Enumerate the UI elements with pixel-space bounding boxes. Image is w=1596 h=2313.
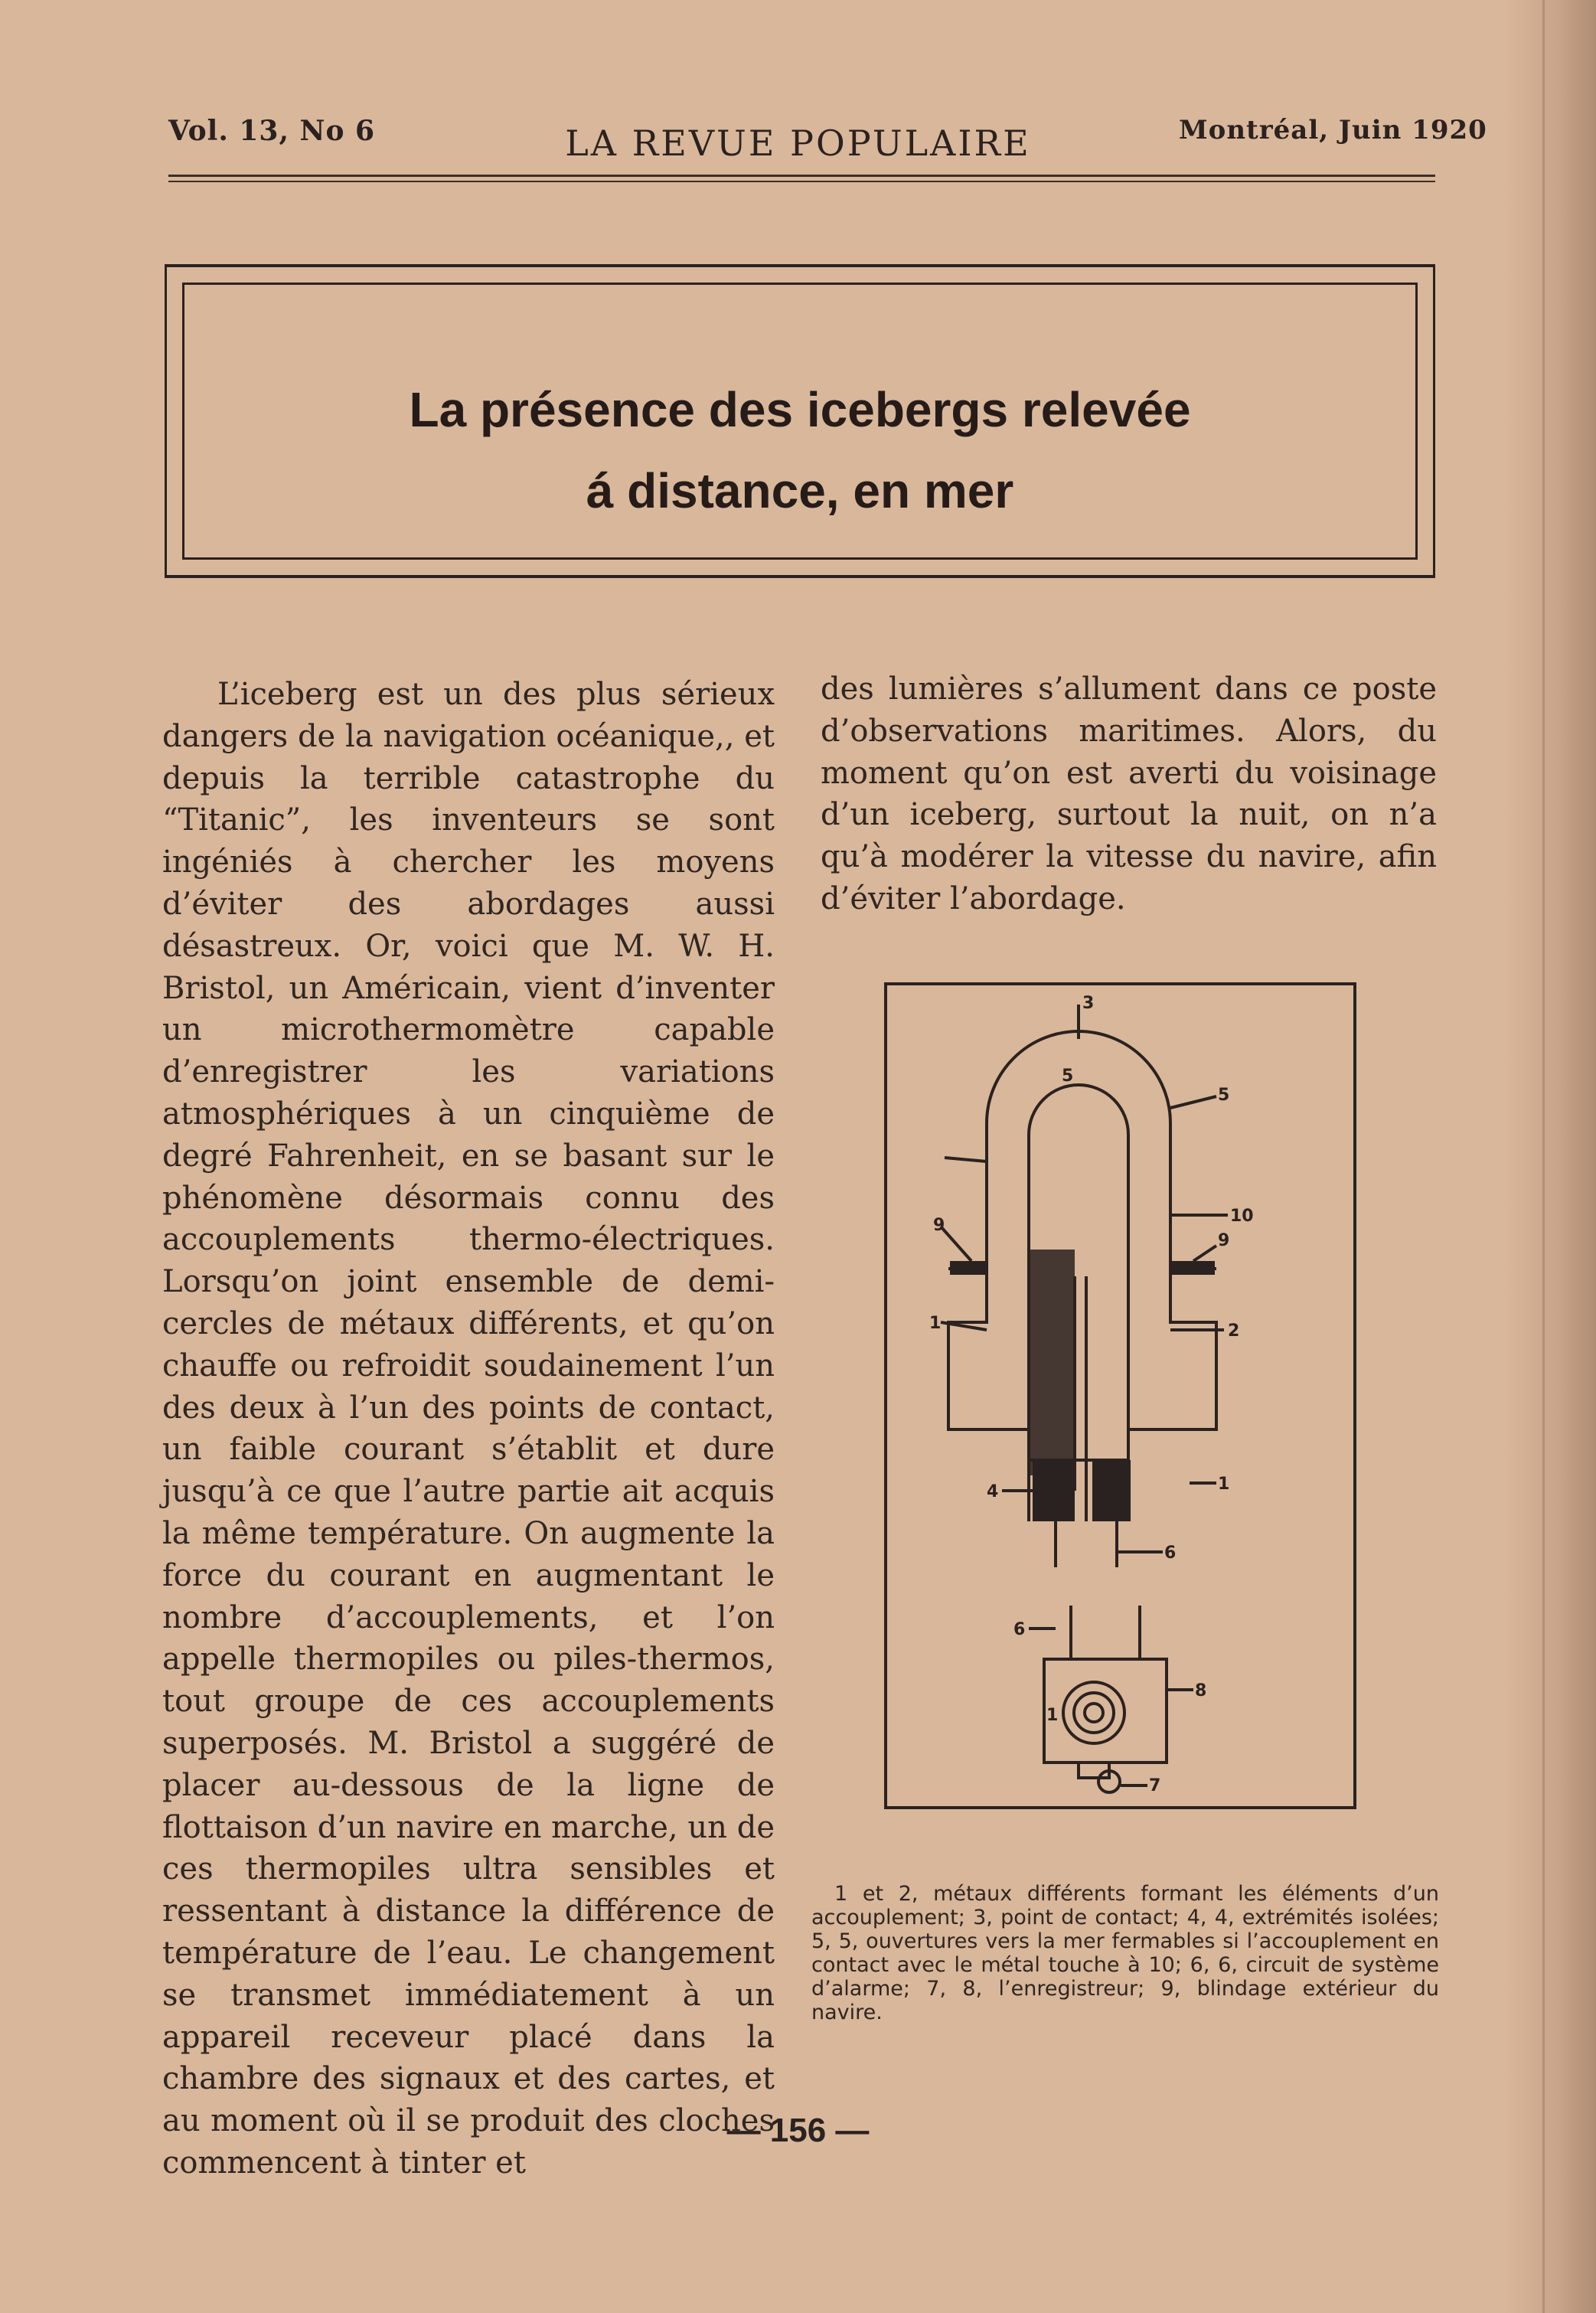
article-title-line2: á distance, en mer [586, 463, 1014, 518]
inner-arch [1029, 1085, 1128, 1246]
recorder-dial-inner [1074, 1693, 1114, 1733]
label-9b: 9 [1218, 1231, 1230, 1250]
label-9a: 9 [933, 1216, 945, 1235]
alarm-circuit [1071, 1606, 1140, 1659]
right-column-paragraph: des lumières s’allument dans ce poste d’observations maritimes. Alors, du moment qu’on est averti du voisinage d’un iceberg, surtout la nuit, on n’a qu’à modérer la vitesse du navire, afin d’éviter l’abordage. [821, 671, 1437, 916]
article-title [184, 369, 1415, 531]
figure-caption [811, 1882, 1439, 2024]
label-4: 4 [987, 1482, 999, 1501]
label-7: 7 [1149, 1776, 1161, 1795]
thermopile-diagram [884, 982, 1356, 1809]
recorder-foot [1079, 1763, 1109, 1778]
right-column [821, 668, 1437, 920]
label-5b: 5 [1218, 1086, 1230, 1105]
header-rule [168, 175, 1435, 177]
hull-hatch-left [950, 1261, 988, 1275]
volume-number: Vol. 13, No 6 [168, 115, 376, 147]
metal-1 [1029, 1250, 1075, 1475]
label-3: 3 [1082, 994, 1095, 1013]
label-6a: 6 [1164, 1544, 1177, 1563]
article-title-line1: La présence des icebergs relevée [409, 382, 1191, 437]
page-number: — 156 — [726, 2112, 870, 2149]
label-8: 8 [1195, 1681, 1207, 1700]
hull-hatch-right [1170, 1261, 1215, 1275]
insulated-end-right [1092, 1460, 1131, 1521]
label-6b: 6 [1013, 1620, 1026, 1639]
caption-text: 1 et 2, métaux différents formant les éléments d’un accouplement; 3, point de contact; 4, 4, extrémités isolées; 5, 5, ouvertures vers la mer fermables si l’accouplement en contact avec le métal touche à 10; 6, 6, circuit de système d’alarme; 7, 8, l’enregistreur; 9, blindage extérieur du navire. [811, 1882, 1439, 2024]
label-10: 10 [1230, 1207, 1254, 1226]
label-2: 2 [1228, 1321, 1240, 1341]
page-edge-shadow [1504, 0, 1596, 2313]
page-fold [1542, 0, 1545, 2313]
label-5a: 5 [1062, 1067, 1074, 1086]
place-date: Montréal, Juin 1920 [1179, 115, 1487, 145]
body-outline [948, 1269, 1216, 1460]
lead-wires [1056, 1521, 1117, 1567]
left-column [162, 674, 775, 2184]
recorder-dial-core [1085, 1704, 1103, 1722]
header-rule-thin [168, 181, 1435, 182]
diagram-drawing [887, 985, 1353, 1806]
label-1c: 1 [1046, 1706, 1059, 1725]
left-column-paragraph: L’iceberg est un des plus sérieux dangers de la navigation océanique,, et depuis la terrible catastrophe du “Titanic”, les inventeurs se sont ingéniés à chercher les moyens d’éviter des abordages aussi désastreux. Or, voici que M. W. H. Bristol, un Américain, vient d’inventer un microthermomètre capable d’enregistrer les variations atmosphériques à un cinquième de degré Fahrenheit, en se basant sur le phénomène désormais connu des accouplements thermo-électriques. Lorsqu’on joint ensemble de demi-cercles de métaux différents, et qu’on chauffe ou refroidit soudainement l’un des deux à l’un des points de contact, un faible courant s’établit et dure jusqu’à ce que l’autre partie ait acquis la même température. On augmente la force du courant en augmentant le nombre d’accouplements, et l’on appelle thermopiles ou piles-thermos, tout groupe de ces accouplements superposés. M. Bristol a suggéré de placer au-dessous de la ligne de flottaison d’un navire en marche, un de ces thermopiles ultra sensibles et ressentant à distance la différence de température de l’eau. Le changement se transmet immédiatement à un appareil receveur placé dans la chambre des signaux et des cartes, et au moment où il se produit des cloches commencent à tinter et [162, 677, 775, 2181]
publication-title: LA REVUE POPULAIRE [565, 123, 1031, 164]
title-frame [165, 264, 1435, 578]
title-inner-frame [182, 283, 1418, 560]
label-1b: 1 [1218, 1475, 1230, 1494]
label-1a: 1 [929, 1314, 942, 1333]
outer-arch [987, 1031, 1170, 1246]
insulated-end-left [1033, 1460, 1075, 1521]
